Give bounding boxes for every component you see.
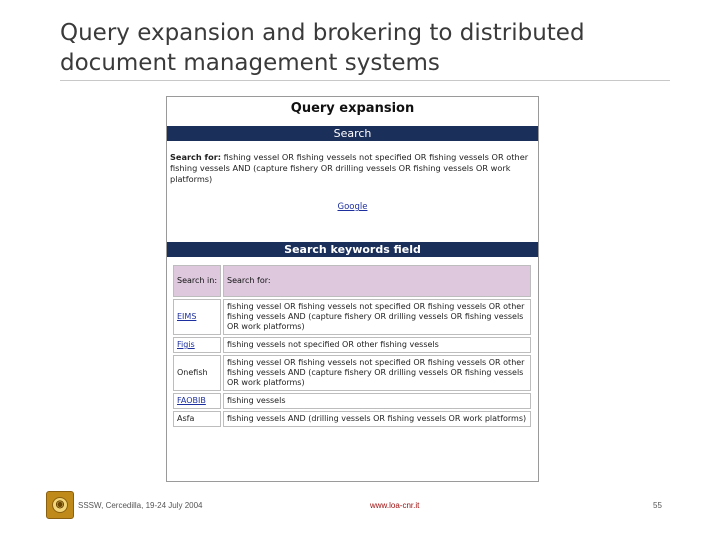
footer-url: www.loa-cnr.it — [370, 501, 420, 510]
source-link-figis[interactable]: Figis — [173, 337, 221, 353]
source-link-eims[interactable]: EIMS — [173, 299, 221, 335]
table-row — [173, 355, 531, 391]
search-keywords-bar: Search keywords field — [167, 242, 538, 257]
title-divider — [60, 80, 670, 81]
source-onefish: Onefish — [173, 355, 221, 391]
table-row — [173, 337, 531, 353]
source-link-faobib[interactable]: FAOBIB — [173, 393, 221, 409]
query-cell: fishing vessels — [223, 393, 531, 409]
source-asfa: Asfa — [173, 411, 221, 427]
query-expansion-heading: Query expansion — [290, 101, 415, 116]
query-cell: fishing vessels not specified OR other fishing vessels — [223, 337, 531, 353]
table-row — [173, 411, 531, 427]
query-cell: fishing vessel OR fishing vessels not specified OR fishing vessels OR other fishing vessels AND (capture fishery OR drilling vessels OR fishing vessels OR work platforms) — [223, 355, 531, 391]
organization-logo-icon: ◉ — [46, 491, 74, 519]
table-row — [173, 299, 531, 335]
google-link[interactable]: Google — [337, 202, 368, 212]
table-row — [173, 393, 531, 409]
search-for-label: Search for: — [170, 152, 222, 162]
search-keywords-table — [171, 263, 533, 429]
page-number: 55 — [653, 501, 662, 510]
column-header-query: Search for: — [223, 265, 531, 297]
table-header-row — [173, 265, 531, 297]
footer-event: SSSW, Cercedilla, 19-24 July 2004 — [78, 501, 203, 510]
query-cell: fishing vessel OR fishing vessels not specified OR fishing vessels OR other fishing vessels AND (capture fishery OR drilling vessels OR fishing vessels OR work platforms) — [223, 299, 531, 335]
column-header-source: Search in: — [173, 265, 221, 297]
query-expansion-screenshot — [166, 96, 539, 482]
slide-title: Query expansion and brokering to distributed document management systems — [60, 20, 585, 76]
search-for-text — [167, 141, 538, 200]
query-cell: fishing vessels AND (drilling vessels OR fishing vessels OR work platforms) — [223, 411, 531, 427]
search-for-query: fishing vessel OR fishing vessels not specified OR fishing vessels OR other fishing vessels AND (capture fishery OR drilling vessels OR fishing vessels OR work platforms) — [170, 152, 529, 184]
search-bar: Search — [167, 126, 538, 141]
